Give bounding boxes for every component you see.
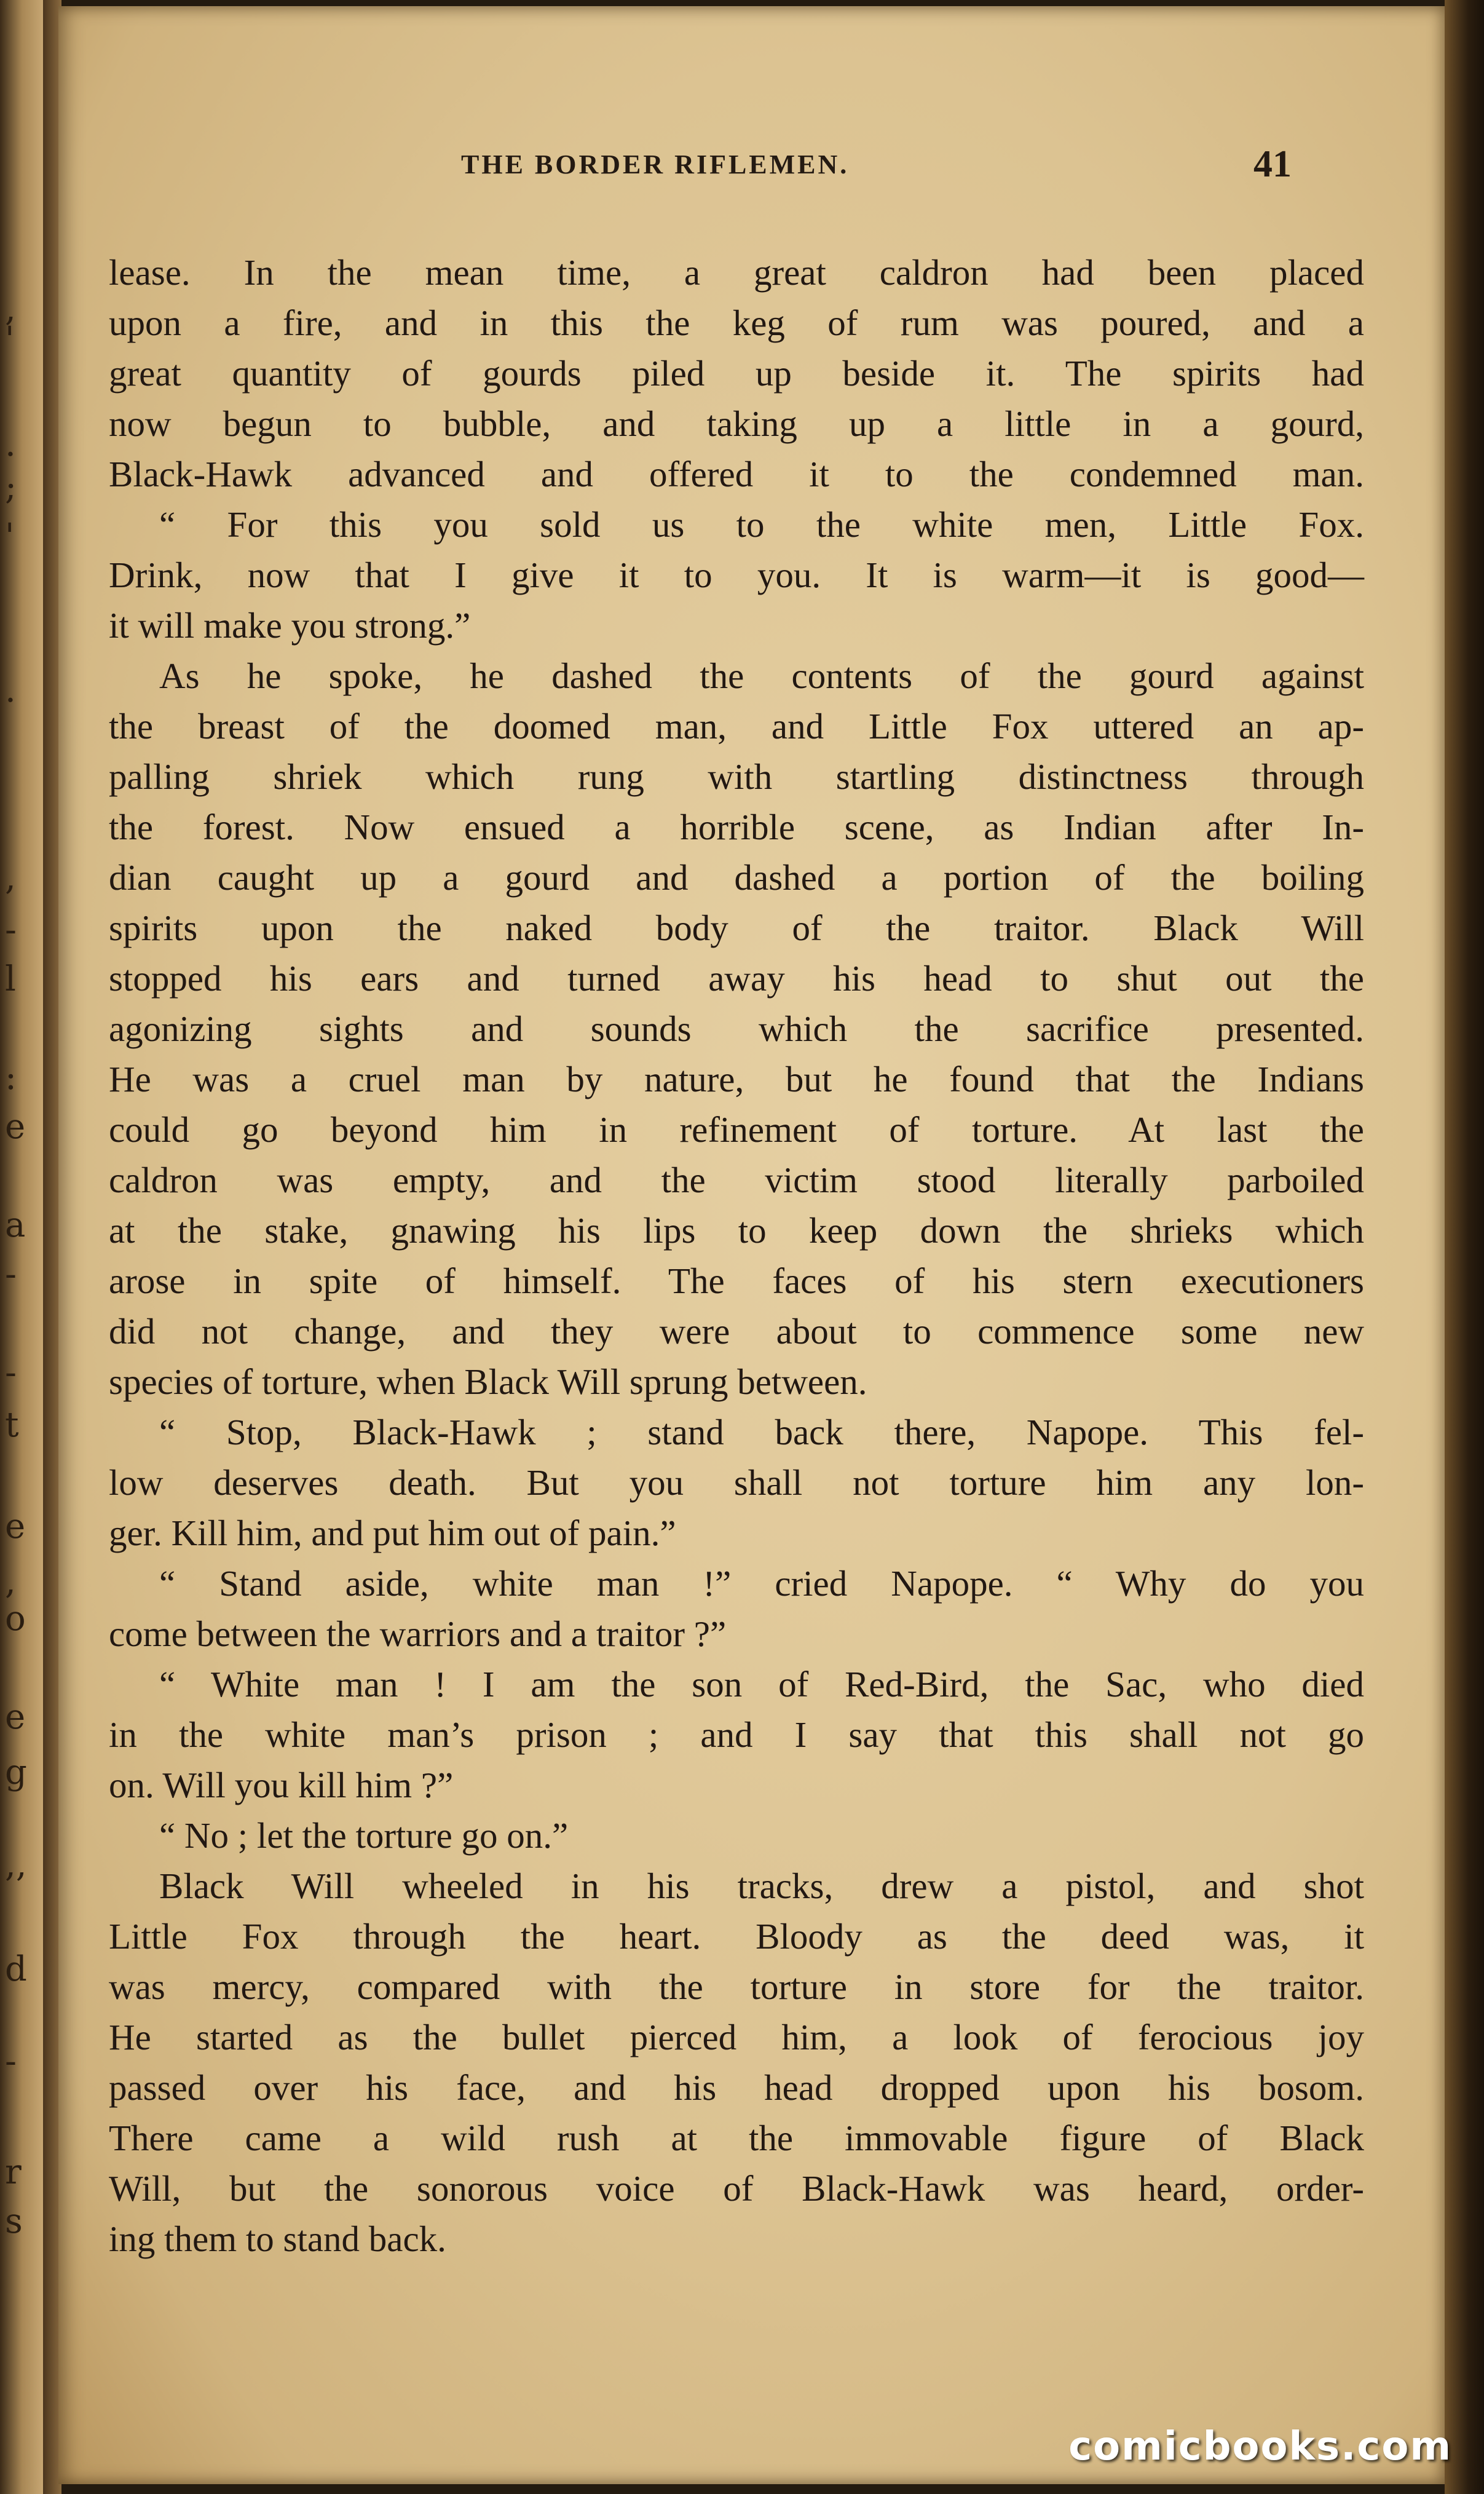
text-line: the forest. Now ensued a horrible scene, as Indian after In- <box>109 807 1364 847</box>
text-line: spirits upon the naked body of the traitor. Black Will <box>109 908 1364 948</box>
text-line: palling shriek which rung with startling distinctness through <box>109 756 1364 797</box>
previous-page-margin <box>0 0 37 2494</box>
margin-fragment: - <box>5 1254 17 1294</box>
page-body-text <box>109 247 1364 2264</box>
margin-fragment: e <box>5 1506 26 1546</box>
page-number: 41 <box>1253 143 1292 185</box>
margin-fragment: g <box>5 1752 27 1792</box>
text-line: did not change, and they were about to commence some new <box>109 1311 1364 1352</box>
text-line: Black-Hawk advanced and offered it to the condemned man. <box>109 454 1364 494</box>
margin-fragment: e <box>5 1107 26 1147</box>
text-line: ing them to stand back. <box>109 2219 446 2259</box>
margin-fragment: , <box>5 289 16 329</box>
margin-fragment: s <box>5 2201 23 2241</box>
margin-fragment: - <box>5 910 17 950</box>
margin-fragment: , <box>5 1562 16 1602</box>
text-line: come between the warriors and a traitor ?” <box>109 1613 727 1654</box>
margin-fragment: t <box>5 1405 19 1445</box>
text-line: He started as the bullet pierced him, a look of ferocious joy <box>109 2017 1364 2057</box>
text-line: great quantity of gourds piled up beside it. The spirits had <box>109 353 1364 394</box>
text-line: could go beyond him in refinement of torture. At last the <box>109 1109 1364 1150</box>
text-line: upon a fire, and in this the keg of rum was poured, and a <box>109 303 1364 343</box>
text-line: arose in spite of himself. The faces of his stern executioners <box>109 1261 1364 1301</box>
text-line: low deserves death. But you shall not torture him any lon- <box>109 1462 1364 1503</box>
text-line: in the white man’s prison ; and I say that this shall not go <box>109 1714 1364 1755</box>
margin-fragment: - <box>5 1353 17 1393</box>
text-line: lease. In the mean time, a great caldron had been placed <box>109 252 1364 293</box>
text-line: the breast of the doomed man, and Little Fox uttered an ap- <box>109 706 1364 746</box>
margin-fragment: a <box>5 1205 26 1245</box>
text-line: “ No ; let the torture go on.” <box>159 1815 569 1856</box>
text-line: “ For this you sold us to the white men, Little Fox. <box>159 504 1364 545</box>
text-line: He was a cruel man by nature, but he found that the Indians <box>109 1059 1364 1099</box>
margin-fragment: . <box>5 424 16 464</box>
margin-fragment: o <box>5 1599 26 1639</box>
text-line: “ Stand aside, white man !” cried Napope. “ Why do you <box>159 1563 1364 1604</box>
margin-fragment: - <box>5 2041 17 2081</box>
book-right-edge <box>1445 0 1484 2494</box>
text-line: Drink, now that I give it to you. It is warm—it is good— <box>109 555 1364 595</box>
text-line: agonizing sights and sounds which the sacrifice presented. <box>109 1008 1364 1049</box>
text-line: species of torture, when Black Will sprung between. <box>109 1361 867 1402</box>
margin-fragment: l <box>5 959 16 999</box>
running-head: THE BORDER RIFLEMEN. <box>461 149 850 180</box>
text-line: passed over his face, and his head dropped upon his bosom. <box>109 2067 1364 2108</box>
text-line: on. Will you kill him ?” <box>109 1765 454 1805</box>
margin-fragment: , <box>5 858 16 898</box>
text-line: dian caught up a gourd and dashed a portion of the boiling <box>109 857 1364 898</box>
text-line: Little Fox through the heart. Bloody as the deed was, it <box>109 1916 1364 1957</box>
book-page <box>58 6 1445 2484</box>
source-watermark: comicbooks.com <box>1068 2424 1452 2469</box>
margin-fragment: ' <box>5 517 15 556</box>
text-line: now begun to bubble, and taking up a little in a gourd, <box>109 403 1364 444</box>
margin-fragment: r <box>5 2152 22 2192</box>
text-line: ger. Kill him, and put him out of pain.” <box>109 1513 676 1553</box>
text-line: it will make you strong.” <box>109 605 471 646</box>
text-line: Black Will wheeled in his tracks, drew a pistol, and shot <box>159 1866 1364 1906</box>
text-line: There came a wild rush at the immovable figure of Black <box>109 2118 1364 2158</box>
text-line: at the stake, gnawing his lips to keep down the shrieks which <box>109 1210 1364 1251</box>
text-line: caldron was empty, and the victim stood literally parboiled <box>109 1160 1364 1200</box>
text-line: stopped his ears and turned away his head to shut out the <box>109 958 1364 999</box>
margin-fragment: ' <box>5 320 15 360</box>
text-line: was mercy, compared with the torture in store for the traitor. <box>109 1966 1364 2007</box>
margin-fragment: d <box>5 1949 27 1989</box>
margin-fragment: . <box>5 670 16 710</box>
text-line: “ Stop, Black-Hawk ; stand back there, Napope. This fel- <box>159 1412 1364 1452</box>
text-line: Will, but the sonorous voice of Black-Hawk was heard, order- <box>109 2168 1364 2209</box>
page-header <box>58 143 1445 198</box>
text-line: “ White man ! I am the son of Red-Bird, the Sac, who died <box>159 1664 1364 1704</box>
text-line: As he spoke, he dashed the contents of the gourd against <box>159 655 1364 696</box>
margin-fragment: ,, <box>5 1845 27 1885</box>
margin-fragment: e <box>5 1697 26 1737</box>
margin-fragment: : <box>5 1058 17 1098</box>
margin-fragment: ; <box>5 467 17 507</box>
